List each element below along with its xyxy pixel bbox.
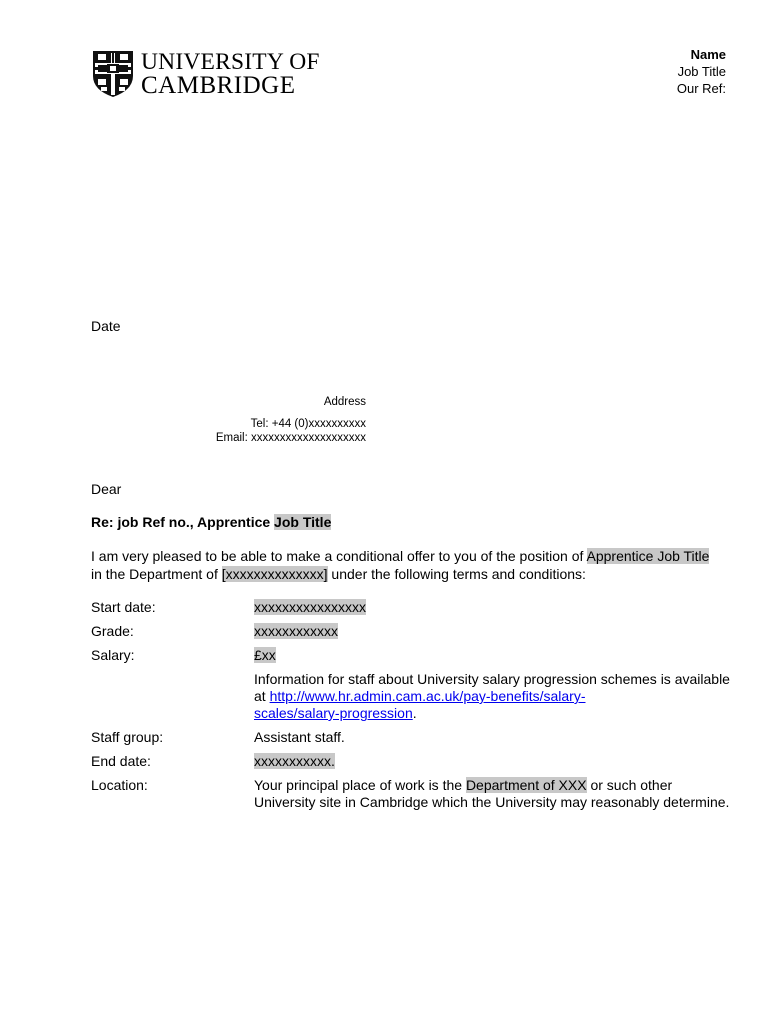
intro-text-1: I am very pleased to be able to make a conditional offer to you of the position of (91, 548, 587, 564)
location-department: Department of XXX (465, 777, 587, 793)
intro-text-2: in the Department of (91, 565, 222, 582)
logo-line-1: UNIVERSITY OF (141, 49, 320, 75)
term-label: Salary: (91, 647, 135, 663)
logo-wordmark (141, 51, 320, 97)
address-email: Email: xxxxxxxxxxxxxxxxxxxx (215, 432, 366, 444)
term-staff-group (91, 729, 731, 746)
term-value: xxxxxxxxxxxxxxxx (254, 599, 366, 615)
intro-text-3: under the following terms and conditions: (327, 565, 586, 582)
subject-prefix: Re: job Ref no., Apprentice (91, 514, 275, 530)
term-label: Staff group: (91, 729, 164, 745)
sender-job-title: Job Title (677, 64, 726, 79)
subject-job-title: Job Title (274, 514, 332, 530)
salary-info-text: Information for staff about University salary progression schemes is available at (254, 671, 730, 704)
term-label: Start date: (91, 599, 156, 615)
term-salary-info (91, 671, 731, 722)
address-block (216, 395, 366, 446)
address-tel: Tel: +44 (0)xxxxxxxxxx (250, 417, 366, 430)
salary-info: Information for staff about University salary progression schemes is available at http://www.hr.admin.cam.ac.uk/pay-benefits/salary- scales/salary-progression. (254, 671, 730, 721)
term-end-date (91, 753, 731, 770)
term-label: End date: (91, 753, 151, 769)
term-value: £xx (254, 647, 276, 663)
our-ref: Our Ref: (676, 81, 726, 96)
term-location (91, 777, 731, 811)
intro-position: Apprentice Job Title (586, 548, 710, 564)
cambridge-shield-icon (92, 50, 134, 98)
term-start-date (91, 599, 731, 616)
term-value: Assistant staff. (254, 729, 345, 745)
term-value: Your principal place of work is the Department of XXX or such other University site in Cambridge which the University may reasonably determine. (254, 777, 730, 810)
term-value: xxxxxxxxxxx. (254, 753, 335, 769)
term-label: Grade: (91, 623, 134, 639)
terms-list (91, 599, 731, 811)
letter-date: Date (91, 318, 121, 334)
term-label: Location: (91, 777, 148, 793)
subject-line (91, 514, 331, 530)
term-salary (91, 647, 731, 664)
intro-department: [xxxxxxxxxxxxxx] (221, 565, 328, 582)
university-logo (92, 50, 320, 98)
salary-progression-link[interactable]: http://www.hr.admin.cam.ac.uk/pay-benefits/salary- scales/salary-progression (254, 688, 586, 721)
address-label: Address (323, 396, 366, 408)
sender-block (677, 46, 726, 97)
logo-line-2: CAMBRIDGE (141, 72, 296, 99)
term-value: xxxxxxxxxxxx (254, 623, 338, 639)
intro-paragraph (91, 548, 731, 583)
salutation: Dear (91, 481, 122, 497)
sender-name: Name (690, 47, 726, 62)
term-grade (91, 623, 731, 640)
